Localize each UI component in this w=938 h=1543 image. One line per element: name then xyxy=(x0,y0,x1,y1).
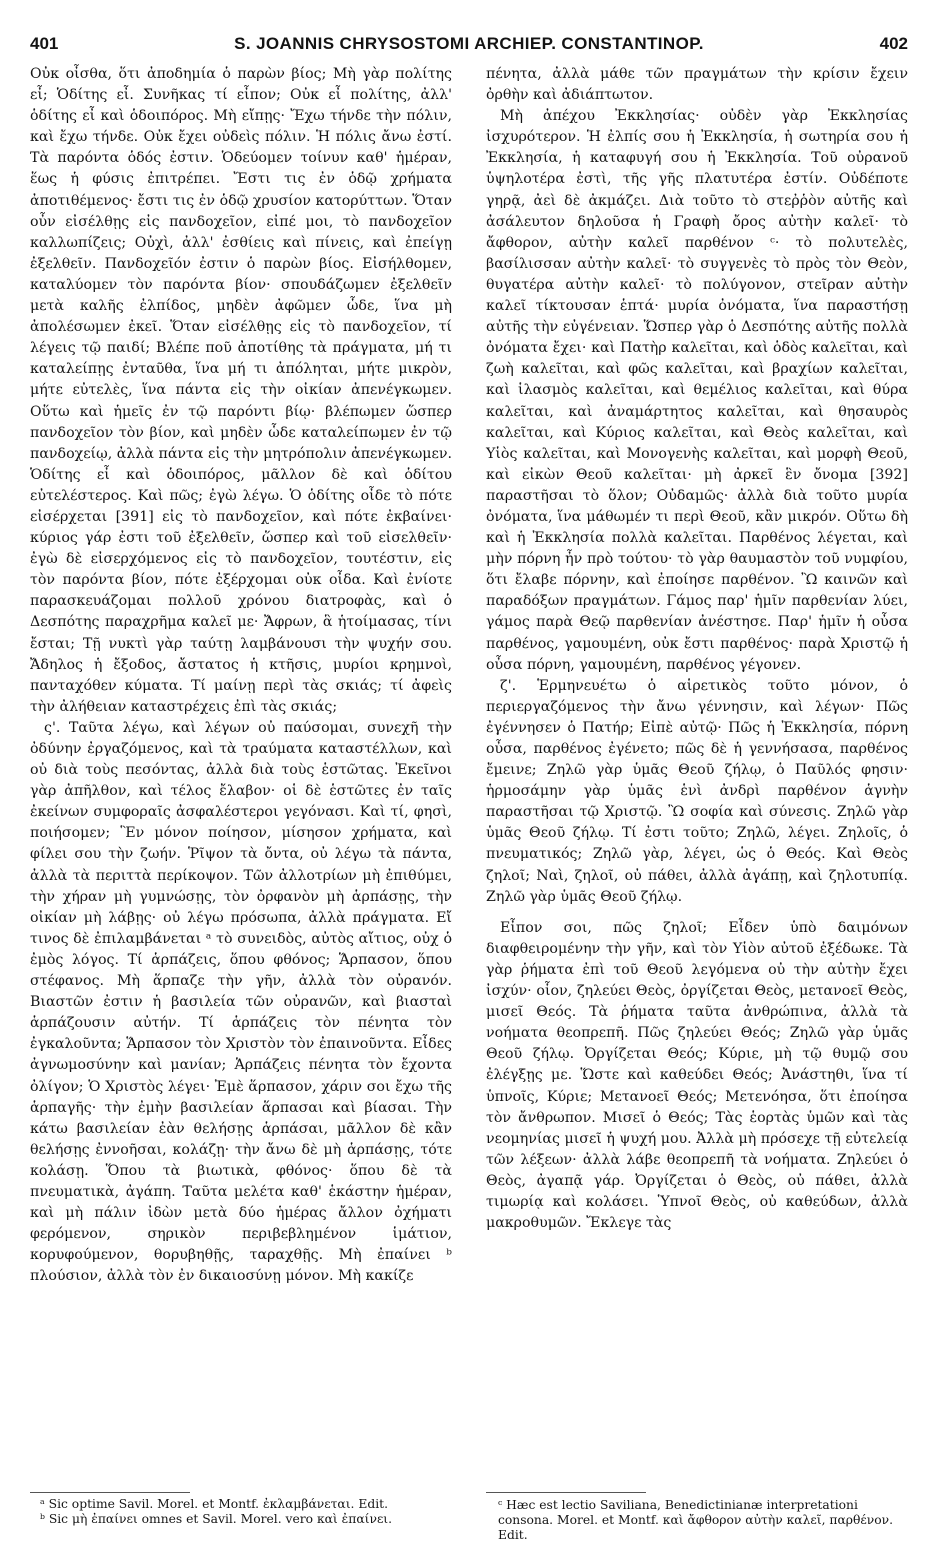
page-number-right: 402 xyxy=(879,34,908,53)
paragraph: πένητα, ἀλλὰ μάθε τῶν πραγμάτων τὴν κρίσιν ἔχειν ὀρθὴν καὶ ἀδιάπτωτον. xyxy=(486,66,908,104)
footnote: ᵃ Sic optime Savil. Morel. et Montf. ἐκλαμβάνεται. Edit. xyxy=(40,1497,389,1511)
footnotes-right xyxy=(498,1498,908,1543)
right-column xyxy=(486,64,908,1234)
running-title: S. JOANNIS CHRYSOSTOMI ARCHIEP. CONSTANTINOP. xyxy=(234,34,704,53)
footnote: ᶜ Hæc est lectio Saviliana, Benedictinianæ interpretationi consona. Morel. et Montf. καὶ ἄφθορον αὐτὴν καλεῖ, παρθένον. Edit. xyxy=(498,1498,894,1542)
paragraph: Οὐκ οἶσθα, ὅτι ἀποδημία ὁ παρὼν βίος; Μὴ γὰρ πολίτης εἶ; Ὁδίτης εἶ. Συνῆκας τί εἶπον; Οὐκ εἶ πολίτης, ἀλλ' ὁδίτης εἶ καὶ ὁδοιπόρος. Μὴ εἴπῃς· Ἔχω τήνδε τὴν πόλιν, καὶ ἔχω τήνδε. Οὐκ ἔχει οὐδεὶς πόλιν. Ἡ πόλις ἄνω ἐστί. Τὰ παρόντα ὁδός ἐστιν. Ὁδεύομεν τοίνυν καθ' ἡμέραν, ἕως ἡ φύσις ἐπιτρέπει. Ἔστι τις ἐν ὁδῷ χρήματα ἀποτιθέμενος· ἔστι τις ἐν ὁδῷ χρυσίον κατορύττων. Ὅταν οὖν εἰσέλθῃς εἰς πανδοχεῖον, εἰπέ μοι, τὸ πανδοχεῖον καλλωπίζεις; Οὐχὶ, ἀλλ' ἐσθίεις καὶ πίνεις, καὶ ἐπείγῃ ἐξελθεῖν. Πανδοχεῖόν ἐστιν ὁ παρὼν βίος. Εἰσήλθομεν, καταλύομεν τὸν παρόντα βίον· σπουδάζωμεν ἐξελθεῖν μετὰ καλῆς ἐλπίδος, μηδὲν ἀφῶμεν ὧδε, ἵνα μὴ ἀπολέσωμεν ἐκεῖ. Ὅταν εἰσέλθῃς εἰς τὸ πανδοχεῖον, τί λέγεις τῷ παιδί; Βλέπε ποῦ ἀποτίθης τὰ πράγματα, μή τι καταλείπῃς ἐνταῦθα, ἵνα μή τι ἀπόληται, μήτε μικρὸν, μήτε εὐτελὲς, ἵνα πάντα εἰς τὴν οἰκίαν ἀπενέγκωμεν. Οὕτω καὶ ἡμεῖς ἐν τῷ παρόντι βίῳ· βλέπωμεν ὥσπερ πανδοχεῖον τὸν βίον, καὶ μηδὲν ὧδε καταλείπωμεν ἐν τῷ πανδοχείῳ, ἀλλὰ πάντα εἰς τὴν μητρόπολιν ἀπενέγκωμεν. Ὁδίτης εἶ καὶ ὁδοιπόρος, μᾶλλον δὲ καὶ ὁδίτου εὐτελέστερος. Καὶ πῶς; ἐγὼ λέγω. Ὁ ὁδίτης οἶδε τὸ πότε εἰσέρχεται [391] εἰς τὸ πανδοχεῖον, καὶ πότε ἐκβαίνει· κύριος γάρ ἐστι τοῦ ἐξελθεῖν, ὥσπερ καὶ τοῦ εἰσελθεῖν· ἐγὼ δὲ εἰσερχόμενος εἰς τὸ πανδοχεῖον, τουτέστιν, εἰς τὸν παρόντα βίον, πότε ἐξέρχομαι οὐκ οἶδα. Καὶ ἐνίοτε παρασκευάζομαι πολλοῦ χρόνου διατροφὰς, καὶ ὁ Δεσπότης παραχρῆμα καλεῖ με· Ἄφρων, ἃ ἡτοίμασας, τίνι ἔσται; Τῇ νυκτὶ γὰρ ταύτῃ λαμβάνουσι τὴν ψυχήν σου. Ἄδηλος ἡ ἔξοδος, ἄστατος ἡ κτῆσις, μυρίοι κρημνοὶ, πανταχόθεν κύματα. Τί μαίνῃ περὶ τὰς σκιάς; τί ἀφεὶς τὴν ἀλήθειαν καταστρέχεις ἐπὶ τὰς σκιάς; xyxy=(30,66,452,715)
left-column xyxy=(30,64,452,1287)
page-number-left: 401 xyxy=(30,34,59,53)
paragraph: Εἶπον σοι, πῶς ζηλοῖ; Εἶδεν ὑπὸ δαιμόνων διαφθειρομένην τὴν γῆν, καὶ τὸν Υἱὸν αὐτοῦ ἐξέδωκε. Τὰ γὰρ ῥήματα ἐπὶ τοῦ Θεοῦ λεγόμενα οὐ τὴν αὐτὴν ἔχει ἰσχύν· οἷον, ζηλεύει Θεὸς, ὀργίζεται Θεὸς, μετανοεῖ Θεὸς, μισεῖ Θεός. Τὰ ῥήματα ταῦτα ἀνθρώπινα, ἀλλὰ τὰ νοήματα θεοπρεπῆ. Πῶς ζηλεύει Θεός; Ζηλῶ γὰρ ὑμᾶς Θεοῦ ζήλῳ. Ὀργίζεται Θεός; Κύριε, μὴ τῷ θυμῷ σου ἐλέγξῃς με. Ὥστε καὶ καθεύδει Θεός; Ἀνάστηθι, ἵνα τί ὑπνοῖς, Κύριε; Μετανοεῖ Θεός; Μετενόησα, ὅτι ἐποίησα τὸν ἄνθρωπον. Μισεῖ ὁ Θεός; Τὰς ἑορτὰς ὑμῶν καὶ τὰς νεομηνίας μισεῖ ἡ ψυχή μου. Ἀλλὰ μὴ πρόσεχε τῇ εὐτελείᾳ τῶν λέξεων· ἀλλὰ λάβε θεοπρεπῆ τὰ νοήματα. Ζηλεύει ὁ Θεὸς, ἀγαπᾷ γάρ. Ὀργίζεται ὁ Θεὸς, οὐ πάθει, ἀλλὰ τιμωρίᾳ καὶ κολάσει. Ὑπνοῖ Θεὸς, οὐ καθεύδων, ἀλλὰ μακροθυμῶν. Ἔκλεγε τὰς xyxy=(486,919,908,1232)
footnote-rule xyxy=(30,1492,190,1493)
running-header xyxy=(30,30,908,60)
footnote: ᵇ Sic μὴ ἐπαίνει omnes et Savil. Morel. vero καὶ ἐπαίνει. xyxy=(40,1512,393,1526)
paragraph: Μὴ ἀπέχου Ἐκκλησίας· οὐδὲν γὰρ Ἐκκλησίας ἰσχυρότερον. Ἡ ἐλπίς σου ἡ Ἐκκλησία, ἡ σωτηρία σου ἡ Ἐκκλησία, ἡ καταφυγή σου ἡ Ἐκκλησία. Τοῦ οὐρανοῦ ὑψηλοτέρα ἐστὶ, τῆς γῆς πλατυτέρα ἐστίν. Οὐδέποτε γηρᾷ, ἀεὶ δὲ ἀκμάζει. Διὰ τοῦτο τὸ στεῤῥὸν αὐτῆς καὶ ἀσάλευτον δηλοῦσα ἡ Γραφὴ ὄρος αὐτὴν καλεῖ· τὸ ἄφθορον, αὐτὴν καλεῖ παρθένον ᶜ· τὸ πολυτελὲς, βασίλισσαν αὐτὴν καλεῖ· τὸ συγγενὲς τὸ πρὸς τὸν Θεὸν, θυγατέρα αὐτὴν καλεῖ· τὸ πολύγονον, στεῖραν αὐτὴν καλεῖ τίκτουσαν ἑπτά· μυρία ὀνόματα, ἵνα παραστήσῃ αὐτῆς τὴν εὐγένειαν. Ὥσπερ γὰρ ὁ Δεσπότης αὐτῆς πολλὰ ὀνόματα ἔχει· καὶ Πατὴρ καλεῖται, καὶ ὁδὸς καλεῖται, καὶ ζωὴ καλεῖται, καὶ φῶς καλεῖται, καὶ βραχίων καλεῖται, καὶ ἱλασμὸς καλεῖται, καὶ θεμέλιος καλεῖται, καὶ θύρα καλεῖται, καὶ ἀναμάρτητος καλεῖται, καὶ θησαυρὸς καλεῖται, καὶ Κύριος καλεῖται, καὶ Θεὸς καλεῖται, καὶ Υἱὸς καλεῖται, καὶ Μονογενὴς καλεῖται, καὶ μορφὴ Θεοῦ, καὶ εἰκὼν Θεοῦ καλεῖται· μὴ ἀρκεῖ ἓν ὄνομα [392] παραστῆσαι τὸ ὅλον; Οὐδαμῶς· ἀλλὰ διὰ τοῦτο μυρία ὀνόματα, ἵνα μάθωμέν τι περὶ Θεοῦ, κἂν μικρόν. Οὕτω δὴ καὶ ἡ Ἐκκλησία πολλὰ καλεῖται. Παρθένος λέγεται, καὶ μὴν πόρνη ἦν πρὸ τούτου· τὸ γὰρ θαυμαστὸν τοῦ νυμφίου, ὅτι ἔλαβε πόρνην, καὶ ἐποίησε παρθένον. Ὢ καινῶν καὶ παραδόξων πραγμάτων. Γάμος παρ' ἡμῖν παρθενίαν λύει, γάμος παρὰ Θεῷ παρθενίαν ἀνέστησε. Παρ' ἡμῖν ἡ οὖσα παρθένος, γαμουμένη, οὐκ ἔστι παρθένος· παρὰ Χριστῷ ἡ οὖσα πόρνη, γαμουμένη, παρθένος γέγονεν. xyxy=(486,108,908,673)
paragraph: ς'. Ταῦτα λέγω, καὶ λέγων οὐ παύσομαι, συνεχῆ τὴν ὀδύνην ἐργαζόμενος, καὶ τὰ τραύματα καταστέλλων, καὶ οὐ διὰ τοὺς πεσόντας, ἀλλὰ διὰ τοὺς ἑστῶτας. Ἐκεῖνοι γὰρ ἀπῆλθον, καὶ τέλος ἔλαβον· οἱ δὲ ἑστῶτες ἐν ταῖς ἐκείνων συμφοραῖς ἀσφαλέστεροι γεγόνασι. Καὶ τί, φησὶ, ποιήσομεν; Ἓν μόνον ποίησον, μίσησον χρήματα, καὶ φίλει σου τὴν ζωήν. Ῥῖψον τὰ ὄντα, οὐ λέγω τὰ πάντα, ἀλλὰ τὰ περιττὰ περίκοψον. Τῶν ἀλλοτρίων μὴ ἐπιθύμει, τὴν χήραν μὴ γυμνώσῃς, τὸν ὀρφανὸν μὴ ἁρπάσῃς, τὴν οἰκίαν μὴ λάβῃς· οὐ λέγω πρόσωπα, ἀλλὰ πράγματα. Εἴ τινος δὲ ἐπιλαμβάνεται ᵃ τὸ συνειδὸς, αὐτὸς αἴτιος, οὐχ ὁ ἐμὸς λόγος. Τί ἁρπάζεις, ὅπου φθόνος; Ἅρπασον, ὅπου στέφανος. Μὴ ἅρπαζε τὴν γῆν, ἀλλὰ τὸν οὐρανόν. Βιαστῶν ἐστιν ἡ βασιλεία τῶν οὐρανῶν, καὶ βιασταὶ ἁρπάζουσιν αὐτήν. Τί ἁρπάζεις τὸν πένητα τὸν ἐγκαλοῦντα; Ἅρπασον τὸν Χριστὸν τὸν ἐπαινοῦντα. Εἶδες ἀγνωμοσύνην καὶ μανίαν; Ἁρπάζεις πένητα τὸν ἔχοντα ὀλίγον; Ὁ Χριστὸς λέγει· Ἐμὲ ἅρπασον, χάριν σοι ἔχω τῆς ἁρπαγῆς· τὴν ἐμὴν βασιλείαν ἅρπασαι καὶ βίασαι. Τὴν κάτω βασιλείαν ἐὰν θελήσῃς ἁρπάσαι, μᾶλλον δὲ κἂν θελήσῃς ἐννοῆσαι, κολάζῃ· τὴν ἄνω δὲ μὴ ἁρπάσῃς, τότε κολάσῃ. Ὅπου τὰ βιωτικὰ, φθόνος· ὅπου δὲ τὰ πνευματικὰ, ἀγάπη. Ταῦτα μελέτα καθ' ἑκάστην ἡμέραν, καὶ μὴ πάλιν ἰδὼν μετὰ δύο ἡμέρας ἄλλον ὀχήματι φερόμενον, σηρικὸν περιβεβλημένον ἱμάτιον, κορυφούμενον, θορυβηθῇς, ταραχθῇς. Μὴ ἐπαίνει ᵇ πλούσιον, ἀλλὰ τὸν ἐν δικαιοσύνῃ μόνον. Μὴ κακίζε xyxy=(30,719,452,1285)
paragraph: ζ'. Ἑρμηνευέτω ὁ αἱρετικὸς τοῦτο μόνον, ὁ περιεργαζόμενος τὴν ἄνω γέννησιν, καὶ λέγων· Πῶς ἐγέννησεν ὁ Πατήρ; Εἰπὲ αὐτῷ· Πῶς ἡ Ἐκκλησία, πόρνη οὖσα, παρθένος ἐγένετο; πῶς δὲ ἡ γεννήσασα, παρθένος ἔμεινε; Ζηλῶ γὰρ ὑμᾶς Θεοῦ ζήλῳ, ὁ Παῦλός φησιν· ἡρμοσάμην γὰρ ὑμᾶς ἑνὶ ἀνδρὶ παρθένον ἁγνὴν παραστῆσαι τῷ Χριστῷ. Ὢ σοφία καὶ σύνεσις. Ζηλῶ γὰρ ὑμᾶς Θεοῦ ζήλῳ. Τί ἐστι τοῦτο; Ζηλῶ, λέγει. Ζηλοῖς, ὁ πνευματικός; Ζηλῶ γὰρ, λέγει, ὡς ὁ Θεός. Καὶ Θεὸς ζηλοῖ; Ναὶ, ζηλοῖ, οὐ πάθει, ἀλλὰ ἀγάπῃ, καὶ ζηλοτυπίᾳ. Ζηλῶ γὰρ ὑμᾶς Θεοῦ ζήλῳ. xyxy=(486,677,908,905)
footnote-rule xyxy=(486,1492,646,1493)
footnotes-left xyxy=(40,1497,460,1527)
